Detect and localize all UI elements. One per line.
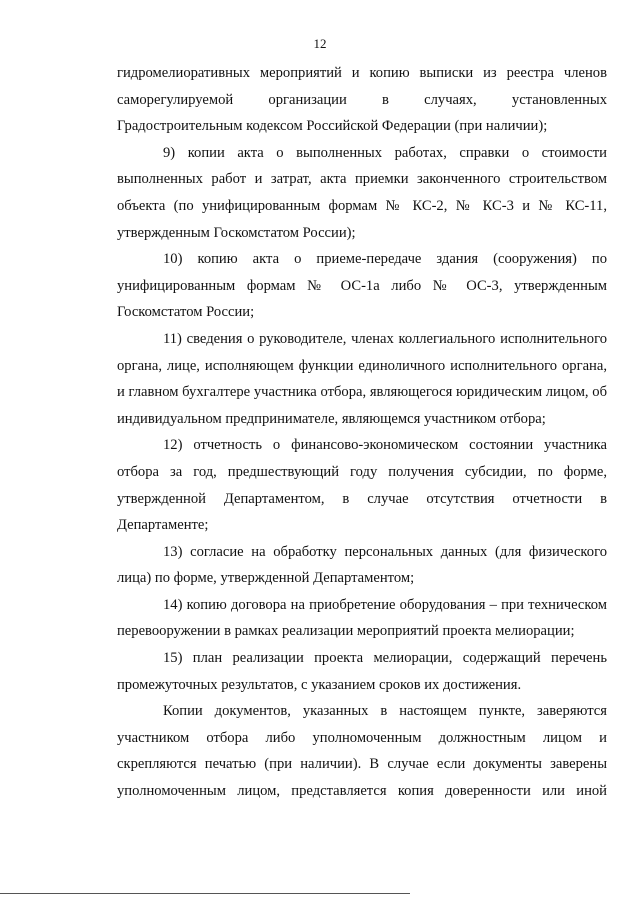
- page-number: 12: [313, 36, 327, 51]
- list-item-11: 11) сведения о руководителе, членах коллегиального исполнительного органа, лице, исполняющем функции единоличного исполнительного органа, и главном бухгалтере участника отбора, являющегося юридическим лицом, об индивидуальном предпринимателе, являющемся участником отбора;: [117, 330, 607, 427]
- list-item-9: 9) копии акта о выполненных работах, справки о стоимости выполненных работ и затрат, акта приемки законченного строительством объекта (по унифицированным формам № КС-2, № КС-3 и № КС-11, утвержденным Госкомстатом России);: [117, 144, 607, 241]
- list-item-14: 14) копию договора на приобретение оборудования – при техническом перевооружении в рамках реализации мероприятий проекта мелиорации;: [117, 596, 607, 640]
- list-item-10: 10) копию акта о приеме-передаче здания (сооружения) по унифицированным формам № ОС-1а либо № ОС-3, утвержденным Госкомстатом России;: [117, 251, 607, 321]
- paragraph-continuation: гидромелиоративных мероприятий и копию выписки из реестра членов саморегулируемой организации в случаях, установленных Градостроительным кодексом Российской Федерации (при наличии);: [117, 65, 607, 135]
- list-item-12: 12) отчетность о финансово-экономическом состоянии участника отбора за год, предшествующий году получения субсидии, по форме, утвержденной Департаментом, в случае отсутствия отчетности в Департаменте;: [117, 437, 607, 534]
- document-body: [117, 60, 607, 805]
- footer-divider: [0, 893, 410, 894]
- paragraph-certification: Копии документов, указанных в настоящем пункте, заверяются участником отбора либо уполномоченным должностным лицом и скрепляются печатью (при наличии). В случае если документы заверены уполномоченным лицом, представляется копия доверенности или иной: [117, 703, 607, 800]
- list-item-15: 15) план реализации проекта мелиорации, содержащий перечень промежуточных результатов, с указанием сроков их достижения.: [117, 650, 607, 693]
- list-item-13: 13) согласие на обработку персональных данных (для физического лица) по форме, утвержденной Департаментом;: [117, 543, 607, 587]
